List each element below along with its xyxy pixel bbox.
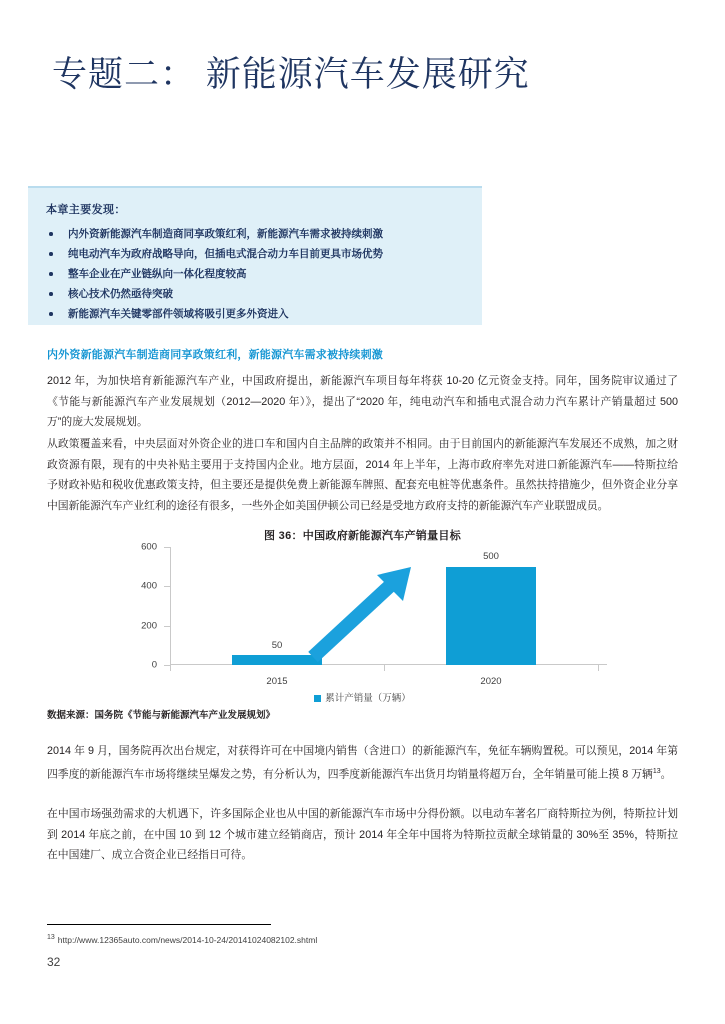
- section-heading: 内外资新能源汽车制造商同享政策红利，新能源汽车需求被持续刺激: [47, 349, 383, 361]
- figure-title: 图 36：中国政府新能源汽车产销量目标: [264, 530, 461, 542]
- key-findings-box: [28, 186, 482, 325]
- footnote: [47, 934, 317, 945]
- list-item-label: 新能源汽车关键零部件领域将吸引更多外资进入: [68, 308, 289, 320]
- x-tick-label: 2015: [266, 676, 288, 687]
- paragraph-text-tail: 。: [660, 768, 672, 781]
- bullet-icon: [49, 252, 53, 256]
- chapter-title: 专题二： 新能源汽车发展研究: [52, 55, 530, 94]
- list-item: [46, 244, 383, 264]
- paragraph-text: 2014 年 9 月，国务院再次出台规定，对获得许可在中国境内销售（含进口）的新能源汽车，免征车辆购置税。可以预见，2014 年第四季度的新能源汽车市场将继续呈爆发之势，有分析认为，四季度新能源汽车出货月均销量将超万台，全年销量可能上摸 8 万辆: [47, 745, 678, 781]
- key-findings-list: [46, 224, 383, 324]
- list-item-label: 整车企业在产业链纵向一体化程度较高: [68, 268, 247, 280]
- x-tick-label: 2020: [480, 676, 502, 687]
- data-source-note: 数据来源：国务院《节能与新能源汽车产业发展规划》: [47, 710, 276, 721]
- y-tick-label: 200: [141, 620, 157, 632]
- footnote-marker[interactable]: 13: [652, 767, 661, 775]
- list-item-label: 内外资新能源汽车制造商同享政策红利，新能源汽车需求被持续刺激: [68, 228, 383, 240]
- footnote-url[interactable]: http://www.12365auto.com/news/2014-10-24/20141024082102.shtml: [57, 934, 318, 945]
- y-tick-mark: [164, 626, 170, 627]
- body-paragraph: 2012 年，为加快培育新能源汽车产业，中国政府提出，新能源汽车项目每年将获 10-20 亿元资金支持。同年，国务院审议通过了《节能与新能源汽车产业发展规划（2012—2020 年）》，提出了“2020 年，纯电动汽车和插电式混合动力汽车累计产销量超过 500 万”的庞大发展规划。: [47, 375, 678, 428]
- list-item-label: 核心技术仍然亟待突破: [68, 288, 173, 300]
- body-paragraph: 从政策覆盖来看，中央层面对外资企业的进口车和国内自主品牌的政策并不相同。由于目前国内的新能源汽车发展还不成熟，加之财政资源有限，现有的中央补贴主要用于支持国内企业。地方层面，2014 年上半年，上海市政府率先对进口新能源汽车——特斯拉给予财政补贴和税收优惠政策支持，但主要还是提供免费上新能源车牌照、配套充电桩等优惠条件。虽然扶持措施少，但外资企业分享中国新能源汽车产业红利的途径有很多，一些外企如美国伊顿公司已经是受地方政府支持的新能源汽车产业联盟成员。: [47, 438, 678, 512]
- bullet-icon: [49, 312, 53, 316]
- list-item: [46, 284, 383, 304]
- y-tick-mark: [164, 586, 170, 587]
- bar-chart: [141, 541, 607, 687]
- footnote-divider: [47, 924, 271, 925]
- bar-value-label: 500: [483, 551, 499, 562]
- y-tick-mark: [164, 547, 170, 548]
- page-number: 32: [47, 955, 61, 969]
- body-paragraph: 在中国市场强劲需求的大机遇下，许多国际企业也从中国的新能源汽车市场中分得份额。以电动车著名厂商特斯拉为例，特斯拉计划到 2014 年底之前，在中国 10 到 12 个城市建立经销商店，预计 2014 年全年中国将为特斯拉贡献全球销量的 30%至 35%，特斯拉在中国建厂、成立合资企业已经指日可待。: [47, 808, 678, 861]
- list-item: [46, 264, 383, 284]
- y-tick-label: 600: [141, 541, 157, 553]
- figure-36: [47, 527, 678, 717]
- chart-legend: [47, 690, 678, 704]
- bar-value-label: 50: [271, 640, 283, 651]
- bullet-icon: [49, 292, 53, 296]
- x-tick-mark: [170, 665, 171, 671]
- body-paragraph: [47, 741, 678, 785]
- bullet-icon: [49, 272, 53, 276]
- growth-arrow-icon: [307, 553, 437, 673]
- x-tick-mark: [598, 665, 599, 671]
- y-axis: [170, 547, 171, 665]
- list-item-label: 纯电动汽车为政府战略导向，但插电式混合动力车目前更具市场优势: [68, 248, 383, 260]
- y-tick-label: 400: [141, 580, 157, 592]
- legend-label: 累计产销量（万辆）: [325, 693, 411, 704]
- list-item: [46, 224, 383, 244]
- key-findings-heading: 本章主要发现：: [46, 204, 126, 216]
- bullet-icon: [49, 232, 53, 236]
- bar-2020: [446, 567, 536, 665]
- legend-swatch: [314, 695, 321, 702]
- list-item: [46, 304, 383, 324]
- y-tick-label: 0: [151, 659, 157, 671]
- footnote-number: 13: [47, 934, 55, 941]
